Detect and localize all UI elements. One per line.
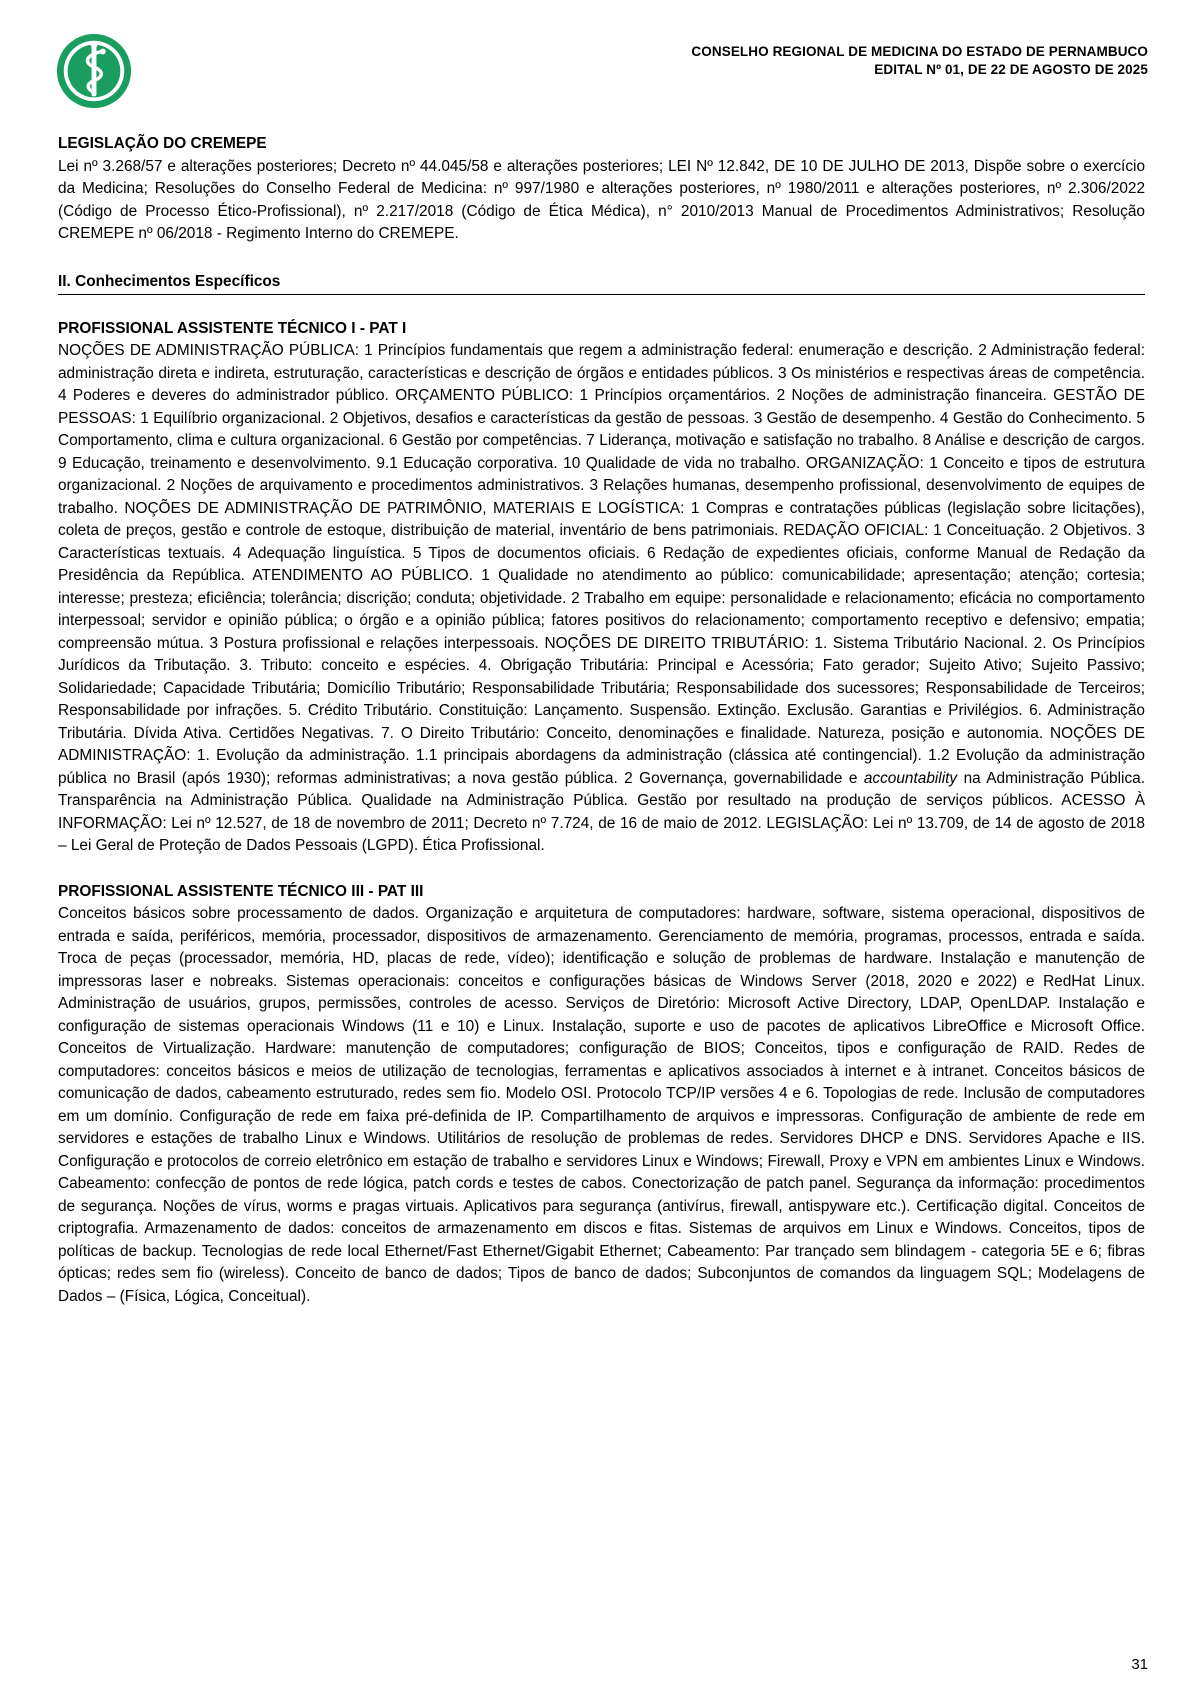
document-header: [691, 43, 1148, 79]
cremepe-logo-icon: [55, 32, 133, 110]
pat3-text: Conceitos básicos sobre processamento de dados. Organização e arquitetura de computadores: hardware, software, sistema operacional, dispositivos de entrada e saída, periféricos, memória, processador, dispositivos de armazenamento. Gerenciamento de memória, programas, processos, entrada e saída. Troca de peças (processador, memória, HD, placas de rede, vídeo); identificação e solução de problemas de hardware. Instalação e manutenção de impressoras laser e nobreaks. Sistemas operacionais: conceitos e configurações básicas de Windows Server (2018, 2020 e 2022) e RedHat Linux. Administração de usuários, grupos, permissões, controles de acesso. Serviços de Diretório: Microsoft Active Directory, LDAP, OpenLDAP. Instalação e configuração de sistemas operacionais Windows (11 e 10) e Linux. Instalação, suporte e uso de pacotes de aplicativos LibreOffice e Microsoft Office. Conceitos de Virtualização. Hardware: manutenção de computadores; configuração de BIOS; Conceitos, tipos e configuração de RAID. Redes de computadores: conceitos básicos e meios de utilização de tecnologias, ferramentas e aplicativos associados à internet e à intranet. Conceitos básicos de comunicação de dados, cabeamento estruturado, redes sem fio. Modelo OSI. Protocolo TCP/IP versões 4 e 6. Topologias de rede. Inclusão de computadores em um domínio. Configuração de rede em faixa pré-definida de IP. Compartilhamento de arquivos e impressoras. Configuração de ambiente de rede em servidores e estações de trabalho Linux e Windows. Utilitários de resolução de problemas de redes. Servidores DHCP e DNS. Servidores Apache e IIS. Configuração e protocolos de correio eletrônico em estação de trabalho e servidores Linux e Windows; Firewall, Proxy e VPN em ambientes Linux e Windows. Cabeamento: confecção de pontos de rede lógica, patch cords e testes de cabos. Conectorização de patch panel. Segurança da informação: procedimentos de segurança. Noções de vírus, worms e pragas virtuais. Aplicativos para segurança (antivírus, firewall, antispyware etc.). Certificação digital. Conceitos de criptografia. Armazenamento de dados: conceitos de armazenamento em discos e fitas. Sistemas de arquivos em Linux e Windows. Conceitos, tipos de políticas de backup. Tecnologias de rede local Ethernet/Fast Ethernet/Gigabit Ethernet; Cabeamento: Par trançado sem blindagem - categoria 5E e 6; fibras ópticas; redes sem fio (wireless). Conceito de banco de dados; Tipos de banco de dados; Subconjuntos de comandos da linguagem SQL; Modelagens de Dados – (Física, Lógica, Conceitual).: [58, 905, 1145, 1305]
legislacao-text: Lei nº 3.268/57 e alterações posteriores; Decreto nº 44.045/58 e alterações posteriores; LEI Nº 12.842, DE 10 DE JULHO DE 2013, Dispõe sobre o exercício da Medicina; Resoluções do Conselho Federal de Medicina: nº 997/1980 e alterações posteriores, nº 1980/2011 e alterações posteriores, nº 2.306/2022 (Código de Processo Ético-Profissional), nº 2.217/2018 (Código de Ética Médica), n° 2010/2013 Manual de Procedimentos Administrativos; Resolução CREMEPE nº 06/2018 - Regimento Interno do CREMEPE.: [58, 157, 1145, 242]
pat1-text-part2: na Administração Pública. Transparência na Administração Pública. Qualidade na Administração Pública. Gestão por resultado na produção de serviços públicos. ACESSO À INFORMAÇÃO: Lei nº 12.527, de 18 de novembro de 2011; Decreto nº 7.724, de 16 de maio de 2012. LEGISLAÇÃO: Lei nº 13.709, de 14 de agosto de 2018 – Lei Geral de Proteção de Dados Pessoais (LGPD). Ética Profissional.: [58, 769, 1145, 854]
header-org-name: CONSELHO REGIONAL DE MEDICINA DO ESTADO DE PERNAMBUCO: [691, 44, 1148, 59]
section-title: II. Conhecimentos Específicos: [58, 271, 1145, 295]
pat3-title: PROFISSIONAL ASSISTENTE TÉCNICO III - PAT III: [58, 882, 424, 900]
pat1-text-italic: accountability: [863, 769, 958, 787]
page-number: 31: [1131, 1656, 1148, 1673]
pat1-title: PROFISSIONAL ASSISTENTE TÉCNICO I - PAT I: [58, 319, 407, 337]
header-edital: EDITAL Nº 01, DE 22 DE AGOSTO DE 2025: [874, 62, 1148, 77]
legislacao-title: LEGISLAÇÃO DO CREMEPE: [58, 135, 267, 152]
pat1-text: [58, 340, 1145, 858]
document-body: [58, 133, 1145, 1308]
pat1-text-part1: NOÇÕES DE ADMINISTRAÇÃO PÚBLICA: 1 Princípios fundamentais que regem a administração federal: enumeração e descrição. 2 Administração federal: administração direta e indireta, estruturação, características e descrição de órgãos e entidades públicos. 3 Os ministérios e respectivas áreas de competência. 4 Poderes e deveres do administrador público. ORÇAMENTO PÚBLICO: 1 Princípios orçamentários. 2 Noções de administração financeira. GESTÃO DE PESSOAS: 1 Equilíbrio organizacional. 2 Objetivos, desafios e características da gestão de pessoas. 3 Gestão de desempenho. 4 Gestão do Conhecimento. 5 Comportamento, clima e cultura organizacional. 6 Gestão por competências. 7 Liderança, motivação e satisfação no trabalho. 8 Análise e descrição de cargos. 9 Educação, treinamento e desenvolvimento. 9.1 Educação corporativa. 10 Qualidade de vida no trabalho. ORGANIZAÇÃO: 1 Conceito e tipos de estrutura organizacional. 2 Noções de arquivamento e procedimentos administrativos. 3 Relações humanas, desempenho profissional, desenvolvimento de equipes de trabalho. NOÇÕES DE ADMINISTRAÇÃO DE PATRIMÔNIO, MATERIAIS E LOGÍSTICA: 1 Compras e contratações públicas (legislação sobre licitações), coleta de preços, gestão e controle de estoque, distribuição de material, inventário de bens patrimoniais. REDAÇÃO OFICIAL: 1 Conceituação. 2 Objetivos. 3 Características textuais. 4 Adequação linguística. 5 Tipos de documentos oficiais. 6 Redação de expedientes oficiais, conforme Manual de Redação da Presidência da República. ATENDIMENTO AO PÚBLICO. 1 Qualidade no atendimento ao público: comunicabilidade; apresentação; atenção; cortesia; interesse; presteza; eficiência; tolerância; discrição; conduta; objetividade. 2 Trabalho em equipe: personalidade e relacionamento; eficácia no comportamento interpessoal; servidor e opinião pública; o órgão e a opinião pública; fatores positivos do relacionamento; comportamento receptivo e defensivo; empatia; compreensão mútua. 3 Postura profissional e relações interpessoais. NOÇÕES DE DIREITO TRIBUTÁRIO: 1. Sistema Tributário Nacional. 2. Os Princípios Jurídicos da Tributação. 3. Tributo: conceito e espécies. 4. Obrigação Tributária: Principal e Acessória; Fato gerador; Sujeito Ativo; Sujeito Passivo; Solidariedade; Capacidade Tributária; Domicílio Tributário; Responsabilidade Tributária; Responsabilidade dos sucessores; Responsabilidade de Terceiros; Responsabilidade por infrações. 5. Crédito Tributário. Constituição: Lançamento. Suspensão. Extinção. Exclusão. Garantias e Privilégios. 6. Administração Tributária. Dívida Ativa. Certidões Negativas. 7. O Direito Tributário: Conceito, denominações e finalidade. Natureza, posição e autonomia. NOÇÕES DE ADMINISTRAÇÃO: 1. Evolução da administração. 1.1 principais abordagens da administração (clássica até contingencial). 1.2 Evolução da administração pública no Brasil (após 1930); reformas administrativas; a nova gestão pública. 2 Governança, governabilidade e: [58, 342, 1145, 787]
